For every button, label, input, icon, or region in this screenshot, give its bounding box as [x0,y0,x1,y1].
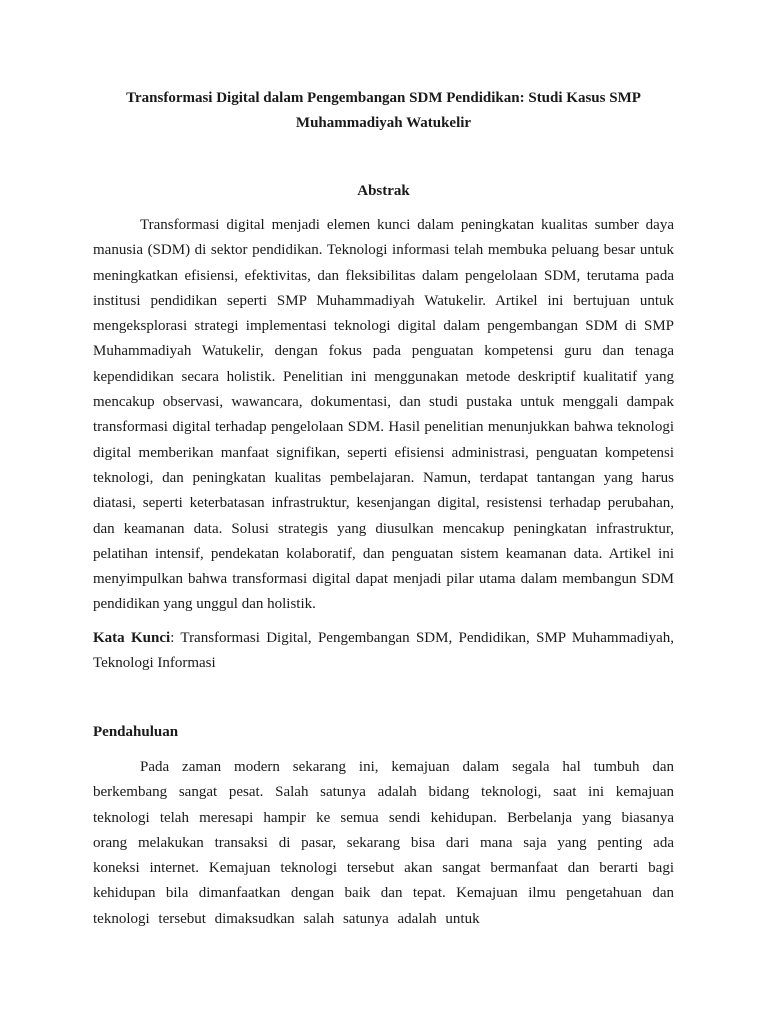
keywords-list: Transformasi Digital, Pengembangan SDM, Pendidikan, SMP Muhammadiyah, Teknologi Informasi [93,630,674,671]
abstract-heading: Abstrak [357,183,410,199]
abstract-paragraph: Transformasi digital menjadi elemen kunci dalam peningkatan kualitas sumber daya manusia (SDM) di sektor pendidikan. Teknologi informasi telah membuka peluang besar untuk meningkatkan efisiensi, efektivitas, dan fleksibilitas dalam pengelolaan SDM, terutama pada institusi pendidikan seperti SMP Muhammadiyah Watukelir. Artikel ini bertujuan untuk mengeksplorasi strategi implementasi teknologi digital dalam pengembangan SDM di SMP Muhammadiyah Watukelir, dengan fokus pada penguatan kompetensi guru dan tenaga kependidikan secara holistik. Penelitian ini menggunakan metode deskriptif kualitatif yang mencakup observasi, wawancara, dokumentasi, dan studi pustaka untuk menggali dampak transformasi digital terhadap pengelolaan SDM. Hasil penelitian menunjukkan bahwa teknologi digital memberikan manfaat signifikan, seperti efisiensi administrasi, penguatan kompetensi teknologi, dan peningkatan kualitas pembelajaran. Namun, terdapat tantangan yang harus diatasi, seperti keterbatasan infrastruktur, kesenjangan digital, resistensi terhadap perubahan, dan keamanan data. Solusi strategis yang diusulkan mencakup peningkatan infrastruktur, pelatihan intensif, pendekatan kolaboratif, dan penguatan sistem keamanan data. Artikel ini menyimpulkan bahwa transformasi digital dapat menjadi pilar utama dalam membangun SDM pendidikan yang unggul dan holistik. [93,217,674,613]
keywords-colon: : [170,630,175,646]
introduction-heading: Pendahuluan [93,724,179,740]
keywords-paragraph [93,626,674,676]
document-page [93,0,674,1024]
introduction-paragraph: Pada zaman modern sekarang ini, kemajuan dalam segala hal tumbuh dan berkembang sangat pesat. Salah satunya adalah bidang teknologi, saat ini kemajuan teknologi telah meresapi hampir ke semua sendi kehidupan. Berbelanja yang biasanya orang melakukan transaksi di pasar, sekarang bisa dari mana saja yang penting ada koneksi internet. Kemajuan teknologi tersebut akan sangat bermanfaat dan berarti bagi kehidupan bila dimanfaatkan dengan baik dan tepat. Kemajuan ilmu pengetahuan dan teknologi tersebut dimaksudkan salah satunya adalah untuk [93,759,674,927]
keywords-label: Kata Kunci [93,630,171,646]
paper-title: Transformasi Digital dalam Pengembangan SDM Pendidikan: Studi Kasus SMP Muhammadiyah Watukelir [126,90,641,131]
